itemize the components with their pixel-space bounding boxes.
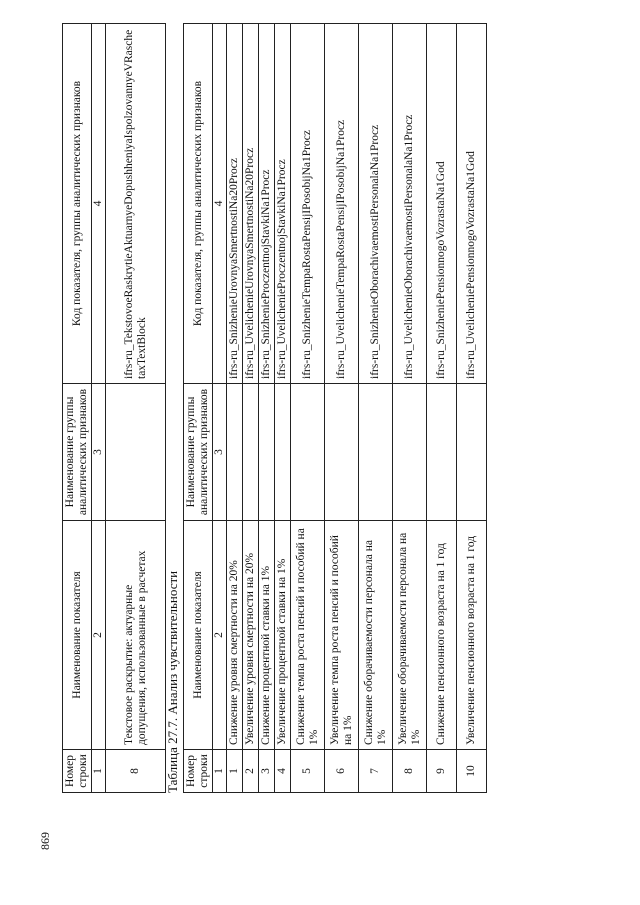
row-number: 9 <box>427 750 457 793</box>
col-number: 4 <box>213 24 227 384</box>
header-row <box>63 24 92 793</box>
row-number: 1 <box>227 750 243 793</box>
header-code: Код показателя, группы аналитических признаков <box>63 24 92 384</box>
table-row <box>325 24 359 793</box>
row-number: 2 <box>243 750 259 793</box>
group-name <box>275 384 291 521</box>
table-caption: Таблица 27.7. Анализ чувствительности <box>165 570 180 793</box>
group-name <box>259 384 275 521</box>
page-number: 869 <box>38 832 52 850</box>
row-number: 8 <box>106 750 166 793</box>
row-number: 6 <box>325 750 359 793</box>
table-row <box>259 24 275 793</box>
indicator-code: ifrs-ru_SnizhenieProczentnojStavkiNa1Procz <box>259 24 275 384</box>
group-name <box>359 384 393 521</box>
column-number-row <box>213 24 227 793</box>
table-row <box>243 24 259 793</box>
table-row <box>227 24 243 793</box>
header-code: Код показателя, группы аналитических признаков <box>184 24 213 384</box>
indicator-name: Увеличение темпа роста пенсий и пособий на 1% <box>325 521 359 750</box>
indicator-code: ifrs-ru_UvelichenieOborachivaemostiPersonalaNa1Procz <box>393 24 427 384</box>
indicator-name: Снижение темпа роста пенсий и пособий на 1% <box>291 521 325 750</box>
indicator-name: Снижение пенсионного возраста на 1 год <box>427 521 457 750</box>
header-row-number: Номер строки <box>184 750 213 793</box>
col-number: 3 <box>213 384 227 521</box>
indicator-code: ifrs-ru_UvelichenieTempaRostaPensijIPosobijNa1Procz <box>325 24 359 384</box>
header-group-name: Наименование группы аналитических признаков <box>184 384 213 521</box>
indicator-code: ifrs-ru_TekstovoeRaskrytieAktuarnyeDopushheniyaIspolzovannyeVRaschetaxTextBlock <box>106 24 166 384</box>
indicator-name: Снижение оборачиваемости персонала на 1% <box>359 521 393 750</box>
indicator-name: Увеличение пенсионного возраста на 1 год <box>457 521 487 750</box>
group-name <box>393 384 427 521</box>
header-group-name: Наименование группы аналитических признаков <box>63 384 92 521</box>
header-row <box>184 24 213 793</box>
group-name <box>427 384 457 521</box>
table-row <box>457 24 487 793</box>
header-indicator-name: Наименование показателя <box>184 521 213 750</box>
indicator-code: ifrs-ru_SnizheniePensionnogoVozrastaNa1God <box>427 24 457 384</box>
table-row <box>427 24 457 793</box>
col-number: 2 <box>92 521 106 750</box>
indicator-name: Увеличение уровня смертности на 20% <box>243 521 259 750</box>
column-number-row <box>92 24 106 793</box>
group-name <box>457 384 487 521</box>
table-top <box>62 23 166 793</box>
indicator-code: ifrs-ru_SnizhenieUrovnyaSmertnostiNa20Procz <box>227 24 243 384</box>
indicator-code: ifrs-ru_SnizhenieTempaRostaPensijIPosobijNa1Procz <box>291 24 325 384</box>
indicator-code: ifrs-ru_SnizhenieOborachivaemostiPersonalaNa1Procz <box>359 24 393 384</box>
group-name <box>227 384 243 521</box>
row-number: 7 <box>359 750 393 793</box>
row-number: 10 <box>457 750 487 793</box>
indicator-name: Текстовое раскрытие: актуарные допущения, использованные в расчетах <box>106 521 166 750</box>
row-number: 4 <box>275 750 291 793</box>
table-row <box>291 24 325 793</box>
table-row <box>359 24 393 793</box>
row-number: 3 <box>259 750 275 793</box>
indicator-name: Увеличение оборачиваемости персонала на 1% <box>393 521 427 750</box>
table-row <box>393 24 427 793</box>
row-number: 5 <box>291 750 325 793</box>
group-name <box>325 384 359 521</box>
indicator-name: Снижение процентной ставки на 1% <box>259 521 275 750</box>
indicator-code: ifrs-ru_UvelichenieProczentnojStavkiNa1Procz <box>275 24 291 384</box>
table-row <box>275 24 291 793</box>
indicator-name: Снижение уровня смертности на 20% <box>227 521 243 750</box>
table-sensitivity <box>183 23 487 793</box>
header-row-number: Номер строки <box>63 750 92 793</box>
col-number: 4 <box>92 24 106 384</box>
col-number: 2 <box>213 521 227 750</box>
table-row <box>106 24 166 793</box>
indicator-code: ifrs-ru_UvelichenieUrovnyaSmertnostiNa20Procz <box>243 24 259 384</box>
row-number: 8 <box>393 750 427 793</box>
col-number: 3 <box>92 384 106 521</box>
group-name <box>291 384 325 521</box>
group-name <box>106 384 166 521</box>
indicator-code: ifrs-ru_UvelicheniePensionnogoVozrastaNa1God <box>457 24 487 384</box>
col-number: 1 <box>213 750 227 793</box>
header-indicator-name: Наименование показателя <box>63 521 92 750</box>
group-name <box>243 384 259 521</box>
indicator-name: Увеличение процентной ставки на 1% <box>275 521 291 750</box>
col-number: 1 <box>92 750 106 793</box>
